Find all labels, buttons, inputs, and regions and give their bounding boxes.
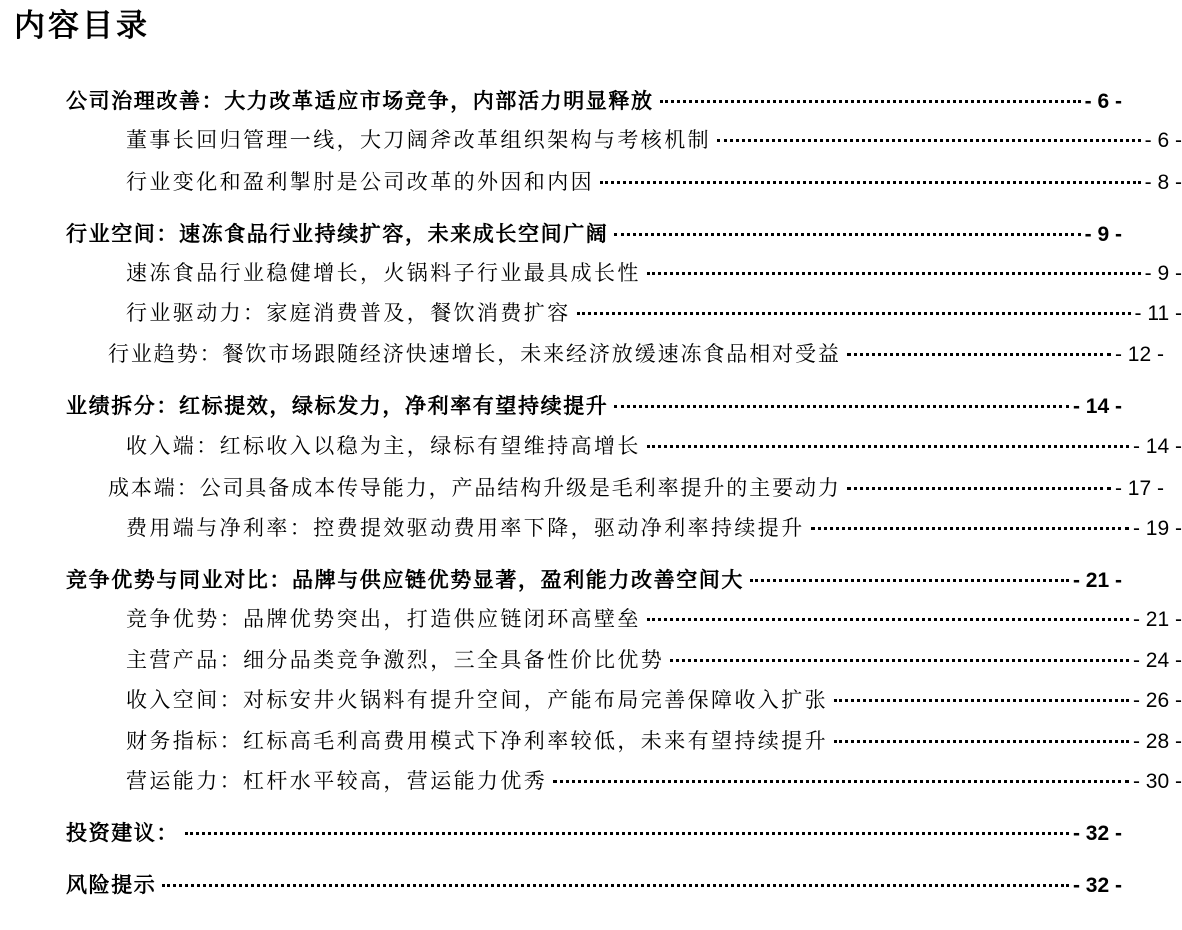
toc-entry[interactable] <box>0 339 1164 369</box>
toc-entry[interactable] <box>0 604 1182 634</box>
toc-page-number: - 30 - <box>1132 770 1182 793</box>
toc-dot-leader <box>647 615 1129 621</box>
toc-dot-leader <box>647 442 1129 448</box>
toc-dot-leader <box>614 402 1069 408</box>
toc-entry-title: 董事长回归管理一线，大刀阔斧改革组织架构与考核机制 <box>126 128 711 152</box>
toc-entry-title: 费用端与净利率：控费提效驱动费用率下降，驱动净利率持续提升 <box>126 516 805 540</box>
toc-entry-title: 成本端：公司具备成本传导能力，产品结构升级是毛利率提升的主要动力 <box>108 476 841 500</box>
toc-page-number: - 28 - <box>1132 730 1182 753</box>
toc-entry-title: 主营产品：细分品类竞争激烈，三全具备性价比优势 <box>126 648 665 672</box>
toc-page-number: - 19 - <box>1132 517 1182 540</box>
toc-page-number: - 32 - <box>1072 874 1122 897</box>
toc-page-number: - 24 - <box>1132 649 1182 672</box>
toc-entry[interactable] <box>0 766 1182 796</box>
toc-entry-title: 收入空间：对标安井火锅料有提升空间，产能布局完善保障收入扩张 <box>126 688 828 712</box>
toc-dot-leader <box>600 178 1141 184</box>
toc-dot-leader <box>811 524 1129 530</box>
toc-entry[interactable] <box>0 167 1182 197</box>
toc-entry[interactable] <box>0 473 1164 503</box>
toc-page-number: - 21 - <box>1072 569 1122 592</box>
toc-dot-leader <box>185 829 1069 835</box>
toc-page-number: - 21 - <box>1132 608 1182 631</box>
toc-entry[interactable] <box>0 298 1182 328</box>
toc-entry[interactable] <box>0 125 1182 155</box>
toc-entry-title: 速冻食品行业稳健增长，火锅料子行业最具成长性 <box>126 261 641 285</box>
toc-page-number: - 12 - <box>1114 343 1164 366</box>
toc-dot-leader <box>847 484 1111 490</box>
toc-entry[interactable] <box>0 818 1122 848</box>
toc-dot-leader <box>834 737 1129 743</box>
toc-entry-title: 竞争优势：品牌优势突出，打造供应链闭环高壁垒 <box>126 607 641 631</box>
toc-dot-leader <box>614 230 1080 236</box>
toc-page-number: - 26 - <box>1132 689 1182 712</box>
toc-page-number: - 14 - <box>1132 435 1182 458</box>
toc-dot-leader <box>847 350 1111 356</box>
toc-entry[interactable] <box>0 219 1122 249</box>
toc-entry-title: 行业空间：速冻食品行业持续扩容，未来成长空间广阔 <box>66 222 609 246</box>
toc-entry-title: 业绩拆分：红标提效，绿标发力，净利率有望持续提升 <box>66 394 609 418</box>
toc-entry[interactable] <box>0 870 1122 900</box>
toc-entry-title: 行业驱动力：家庭消费普及，餐饮消费扩容 <box>126 301 571 325</box>
toc-dot-leader <box>670 656 1129 662</box>
toc-entry[interactable] <box>0 513 1182 543</box>
toc-entry-title: 公司治理改善：大力改革适应市场竞争，内部活力明显释放 <box>66 89 654 113</box>
toc-entry[interactable] <box>0 391 1122 421</box>
toc-entry-title: 收入端：红标收入以稳为主，绿标有望维持高增长 <box>126 434 641 458</box>
toc-page-number: - 32 - <box>1072 822 1122 845</box>
toc-page-number: - 14 - <box>1072 395 1122 418</box>
toc-entry[interactable] <box>0 258 1182 288</box>
toc-page-number: - 17 - <box>1114 477 1164 500</box>
page-title: 内容目录 <box>14 8 150 44</box>
toc-entry-title: 营运能力：杠杆水平较高，营运能力优秀 <box>126 769 548 793</box>
toc-entry[interactable] <box>0 565 1122 595</box>
toc-dot-leader <box>717 136 1141 142</box>
toc-entry-title: 竞争优势与同业对比：品牌与供应链优势显著，盈利能力改善空间大 <box>66 568 744 592</box>
toc-dot-leader <box>834 696 1129 702</box>
toc-page-number: - 11 - <box>1134 302 1182 325</box>
toc-entry[interactable] <box>0 645 1182 675</box>
toc-page-number: - 9 - <box>1144 262 1182 285</box>
toc-dot-leader <box>660 97 1081 103</box>
toc-page-number: - 6 - <box>1144 129 1182 152</box>
toc-dot-leader <box>750 576 1069 582</box>
toc-page-number: - 6 - <box>1084 90 1122 113</box>
toc-entry[interactable] <box>0 685 1182 715</box>
toc-dot-leader <box>577 309 1131 315</box>
toc-dot-leader <box>553 777 1129 783</box>
toc-entry[interactable] <box>0 726 1182 756</box>
toc-page-number: - 9 - <box>1084 223 1122 246</box>
toc-entry-title: 行业趋势：餐饮市场跟随经济快速增长，未来经济放缓速冻食品相对受益 <box>108 342 841 366</box>
toc-entry-title: 风险提示 <box>66 873 157 897</box>
toc-entry[interactable] <box>0 86 1122 116</box>
toc-page-number: - 8 - <box>1144 171 1182 194</box>
toc-dot-leader <box>162 881 1069 887</box>
toc-entry-title: 投资建议： <box>66 821 179 845</box>
toc-entry-title: 行业变化和盈利掣肘是公司改革的外因和内因 <box>126 170 594 194</box>
toc-entry-title: 财务指标：红标高毛利高费用模式下净利率较低，未来有望持续提升 <box>126 729 828 753</box>
toc-entry[interactable] <box>0 431 1182 461</box>
toc-dot-leader <box>647 269 1141 275</box>
